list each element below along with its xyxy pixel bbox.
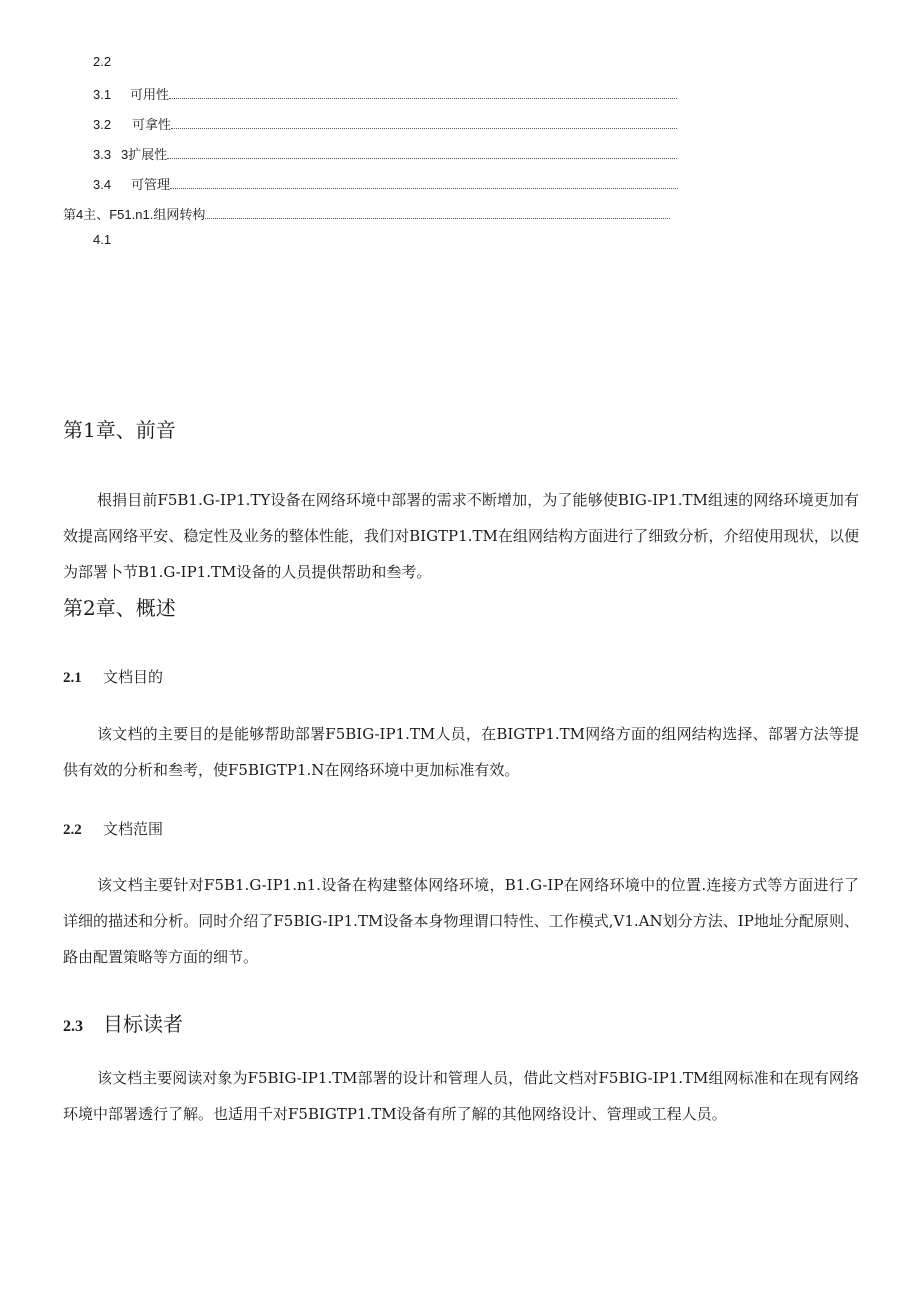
toc-title: 可拿性 <box>132 117 172 132</box>
toc-entry[interactable] <box>93 174 678 193</box>
chapter1-paragraph: 根捐目前F5B1.G-IP1.TY设备在网络环境中部署的需求不断增加，为了能够使BIG-IP1.TM组速的网络环境更加有效提高网络平安、稳定性及业务的整体性能，我们对BIGTP1.TM在组网结构方面进行了细致分析，介绍使用现状，以便为部署卜节B1.G-IP1.TM设备的人员提供帮助和叁考。 <box>63 491 859 581</box>
toc-leader <box>171 119 677 129</box>
section-title: 文档范围 <box>103 820 164 838</box>
section-2-3-paragraph: 该文档主要阅读对象为F5BIG-IP1.TM部署的设计和管理人员，借此文档对F5BIG-IP1.TM组网标准和在现有网络环境中部署透行了解。也适用千对F5BIGTP1.TM设备有所了解的其他网络设计、管理或工程人员。 <box>63 1069 859 1123</box>
toc-title: 可管理 <box>131 177 171 192</box>
section-heading-2-2 <box>63 818 163 839</box>
section-2-2-paragraph: 该文档主要针对F5B1.G-IP1.n1.设备在构建整体网络环境，B1.G-IP在网络环境中的位置.连接方式等方面进行了详细的描述和分析。同时介绍了F5BIG-IP1.TM设备本身物理谓口特性、工作模式,V1.AN划分方法、IP地址分配原则、路由配置策略等方面的细节。 <box>63 876 859 966</box>
toc-number: 3.1 <box>93 87 112 102</box>
toc-number: 3.3 <box>93 147 112 162</box>
toc-title: 可用性 <box>130 87 170 102</box>
section-heading-2-3 <box>63 1008 183 1037</box>
toc-number: 3.4 <box>93 177 112 192</box>
toc-entry[interactable] <box>93 232 111 247</box>
toc-number: 2.2 <box>93 54 112 69</box>
toc-title: 3扩展性 <box>121 147 168 162</box>
toc-entry[interactable] <box>93 144 677 163</box>
toc-number: 4.1 <box>93 232 112 247</box>
toc-entry[interactable] <box>93 54 111 69</box>
section-title: 目标读者 <box>103 1012 183 1036</box>
section-title: 文档目的 <box>103 668 164 686</box>
toc-entry[interactable] <box>93 84 677 103</box>
toc-entry[interactable] <box>93 114 677 133</box>
section-heading-2-1 <box>63 666 163 687</box>
section-number: 2.2 <box>63 822 82 838</box>
section-2-1-paragraph: 该文档的主要目的是能够帮助部署F5BIG-IP1.TM人员，在BIGTP1.TM网络方面的组网结构选择、部署方法等提供有效的分析和叁考，使F5BIGTP1.N在网络环境中更加标准有效。 <box>63 725 859 779</box>
toc-leader <box>170 179 678 189</box>
chapter1-heading: 第1章、前音 <box>63 418 176 442</box>
toc-leader <box>205 209 670 219</box>
chapter2-heading: 第2章、概述 <box>63 596 176 620</box>
section-number: 2.3 <box>63 1018 83 1035</box>
toc-number: 3.2 <box>93 117 112 132</box>
toc-title: 第4主、F51.n1.组网转构 <box>63 207 206 222</box>
toc-leader <box>169 89 677 99</box>
section-number: 2.1 <box>63 670 82 686</box>
toc-entry[interactable] <box>63 204 670 223</box>
toc-leader <box>167 149 677 159</box>
